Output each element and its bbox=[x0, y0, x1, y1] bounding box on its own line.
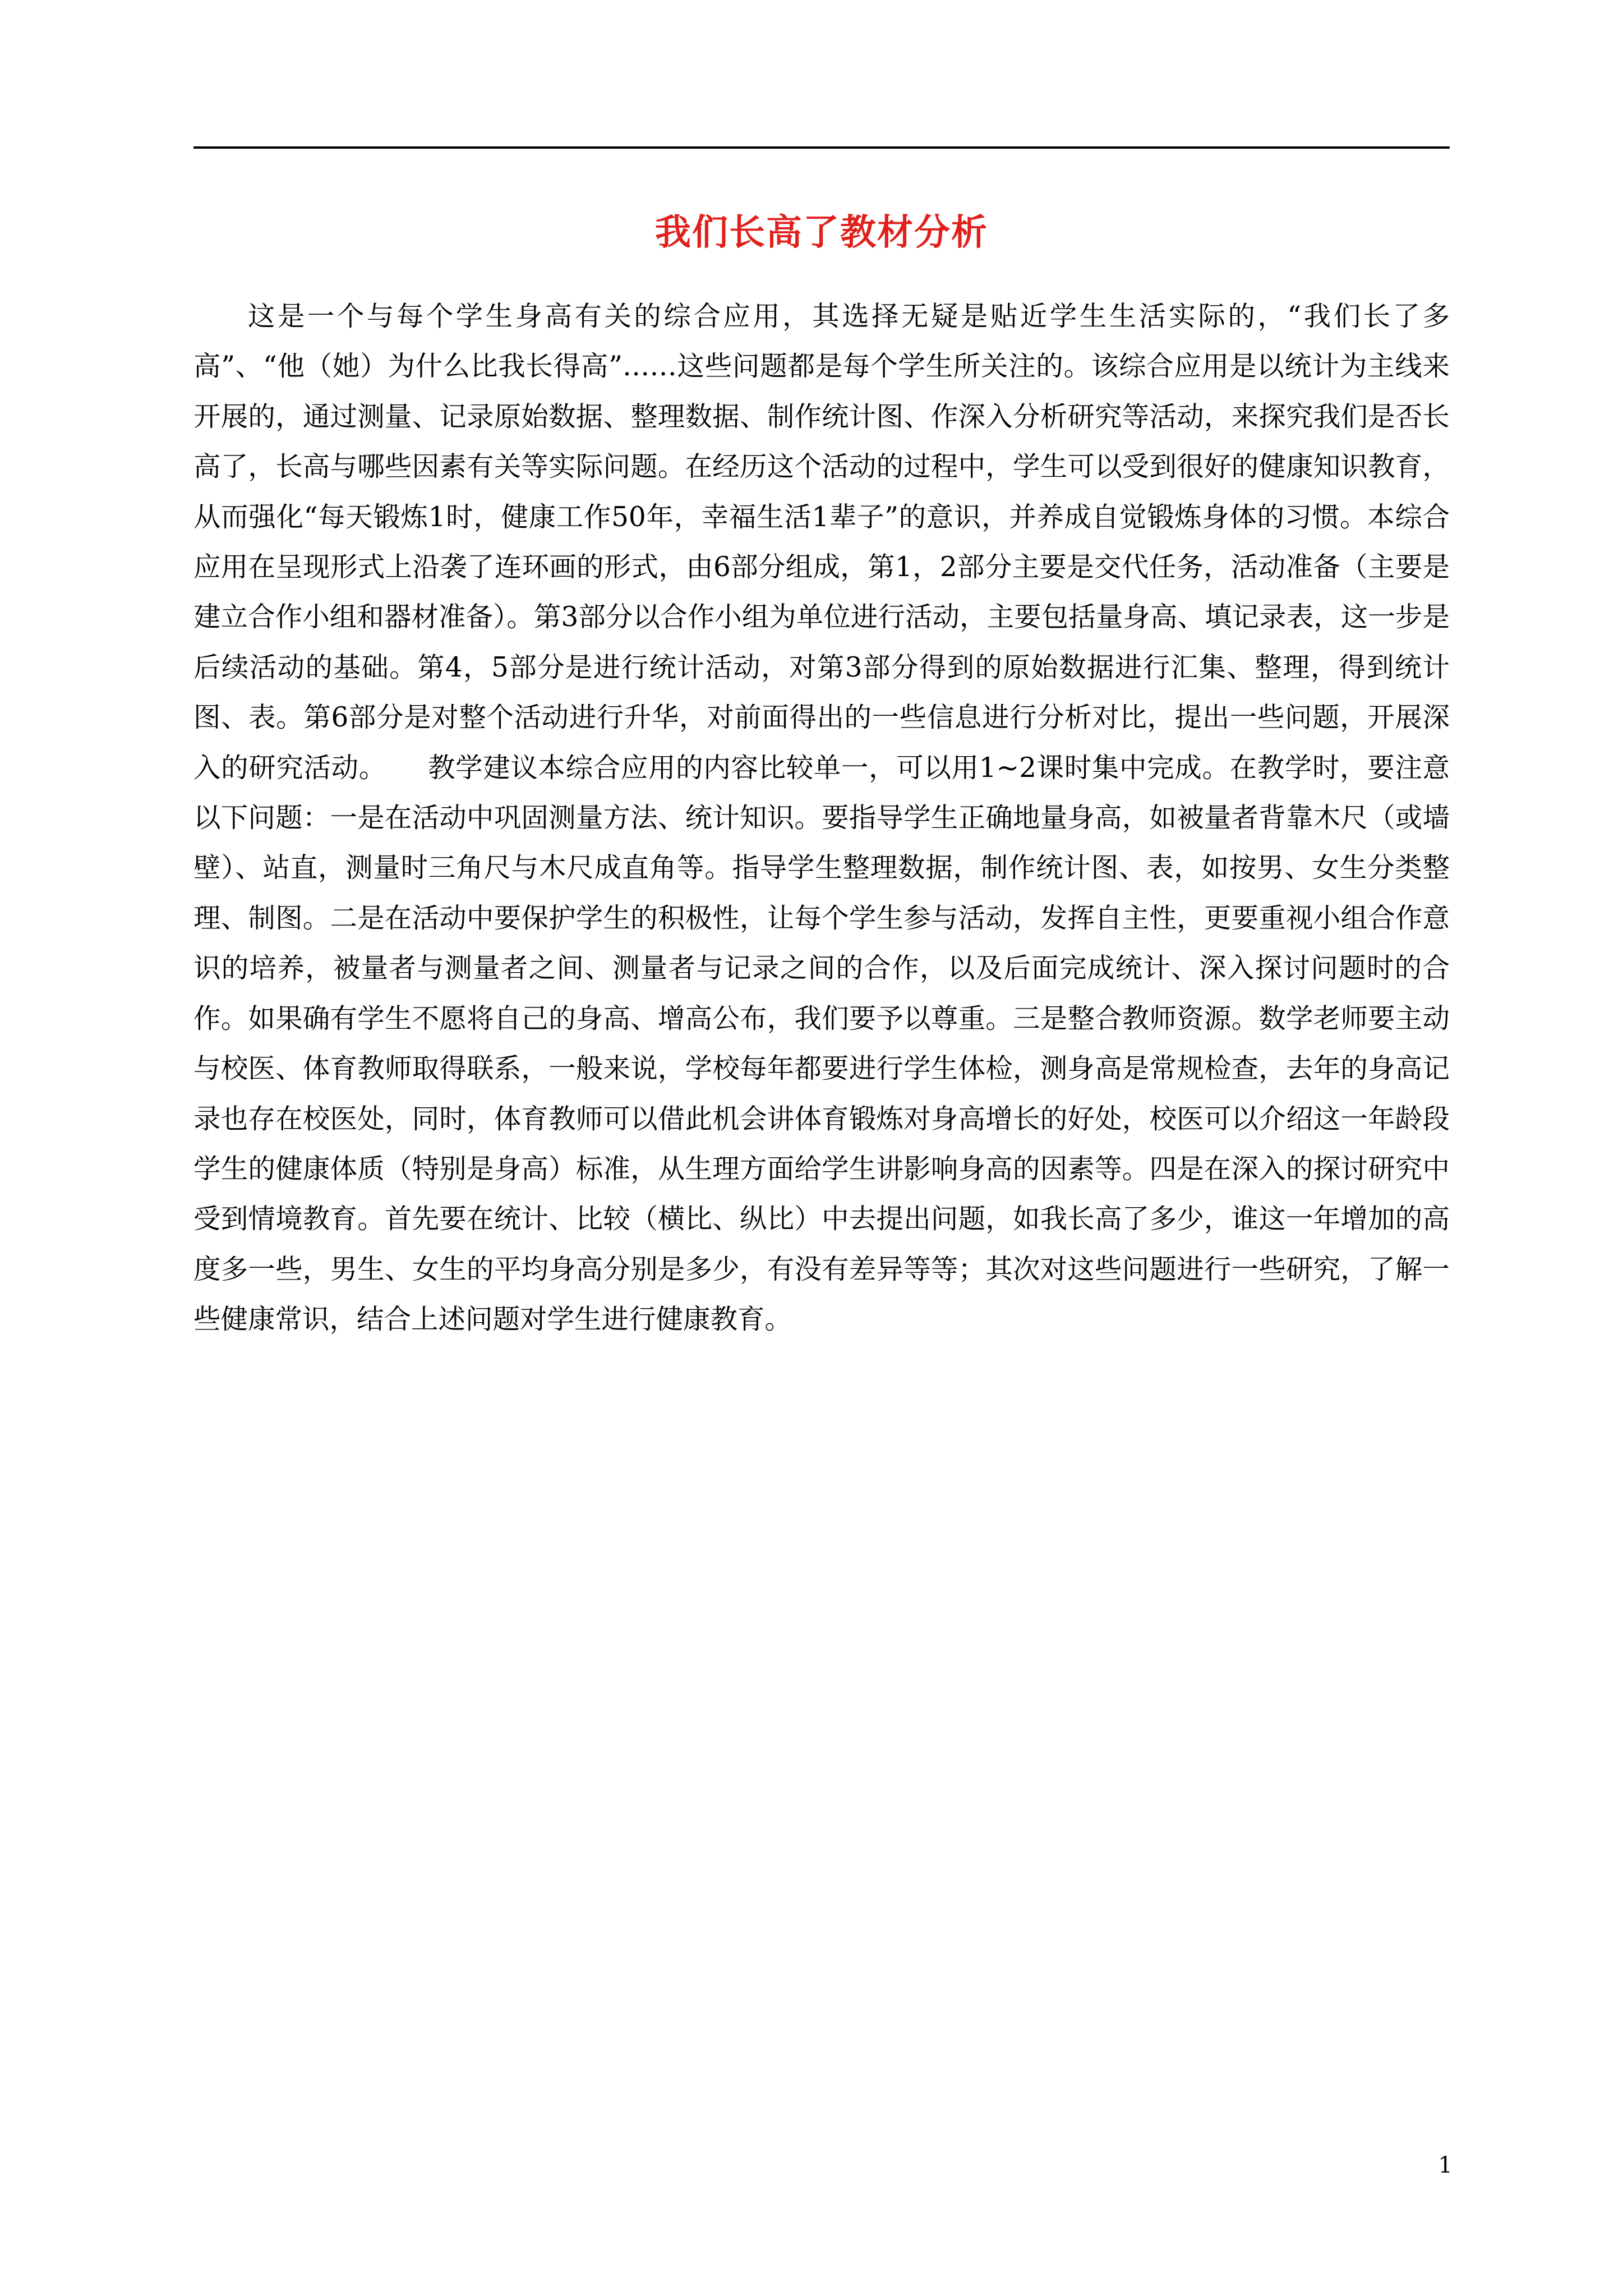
page-number: 1 bbox=[1438, 2152, 1453, 2178]
header-rule bbox=[193, 146, 1450, 149]
document-title: 我们长高了教材分析 bbox=[655, 211, 988, 254]
body-paragraph: 这是一个与每个学生身高有关的综合应用，其选择无疑是贴近学生生活实际的，“我们长了多高”、“他（她）为什么比我长得高”……这些问题都是每个学生所关注的。该综合应用是以统计为主线来开展的，通过测量、记录原始数据、整理数据、制作统计图、作深入分析研究等活动，来探究我们是否长高了，长高与哪些因素有关等实际问题。在经历这个活动的过程中，学生可以受到很好的健康知识教育，从而强化“每天锻炼1时，健康工作50年，幸福生活1辈子”的意识，并养成自觉锻炼身体的习惯。本综合应用在呈现形式上沿袭了连环画的形式，由6部分组成，第1，2部分主要是交代任务，活动准备（主要是建立合作小组和器材准备）。第3部分以合作小组为单位进行活动，主要包括量身高、填记录表，这一步是后续活动的基础。第4，5部分是进行统计活动，对第3部分得到的原始数据进行汇集、整理，得到统计图、表。第6部分是对整个活动进行升华，对前面得出的一些信息进行分析对比，提出一些问题，开展深入的研究活动。 教学建议本综合应用的内容比较单一，可以用1~2课时集中完成。在教学时，要注意以下问题：一是在活动中巩固测量方法、统计知识。要指导学生正确地量身高，如被量者背靠木尺（或墙壁）、站直，测量时三角尺与木尺成直角等。指导学生整理数据，制作统计图、表，如按男、女生分类整理、制图。二是在活动中要保护学生的积极性，让每个学生参与活动，发挥自主性，更要重视小组合作意识的培养，被量者与测量者之间、测量者与记录之间的合作，以及后面完成统计、深入探讨问题时的合作。如果确有学生不愿将自己的身高、增高公布，我们要予以尊重。三是整合教师资源。数学老师要主动与校医、体育教师取得联系，一般来说，学校每年都要进行学生体检，测身高是常规检查，去年的身高记录也存在校医处，同时，体育教师可以借此机会讲体育锻炼对身高增长的好处，校医可以介绍这一年龄段学生的健康体质（特别是身高）标准，从生理方面给学生讲影响身高的因素等。四是在深入的探讨研究中受到情境教育。首先要在统计、比较（横比、纵比）中去提出问题，如我长高了多少，谁这一年增加的高度多一些，男生、女生的平均身高分别是多少，有没有差异等等；其次对这些问题进行一些研究，了解一些健康常识，结合上述问题对学生进行健康教育。 bbox=[193, 301, 1450, 1336]
